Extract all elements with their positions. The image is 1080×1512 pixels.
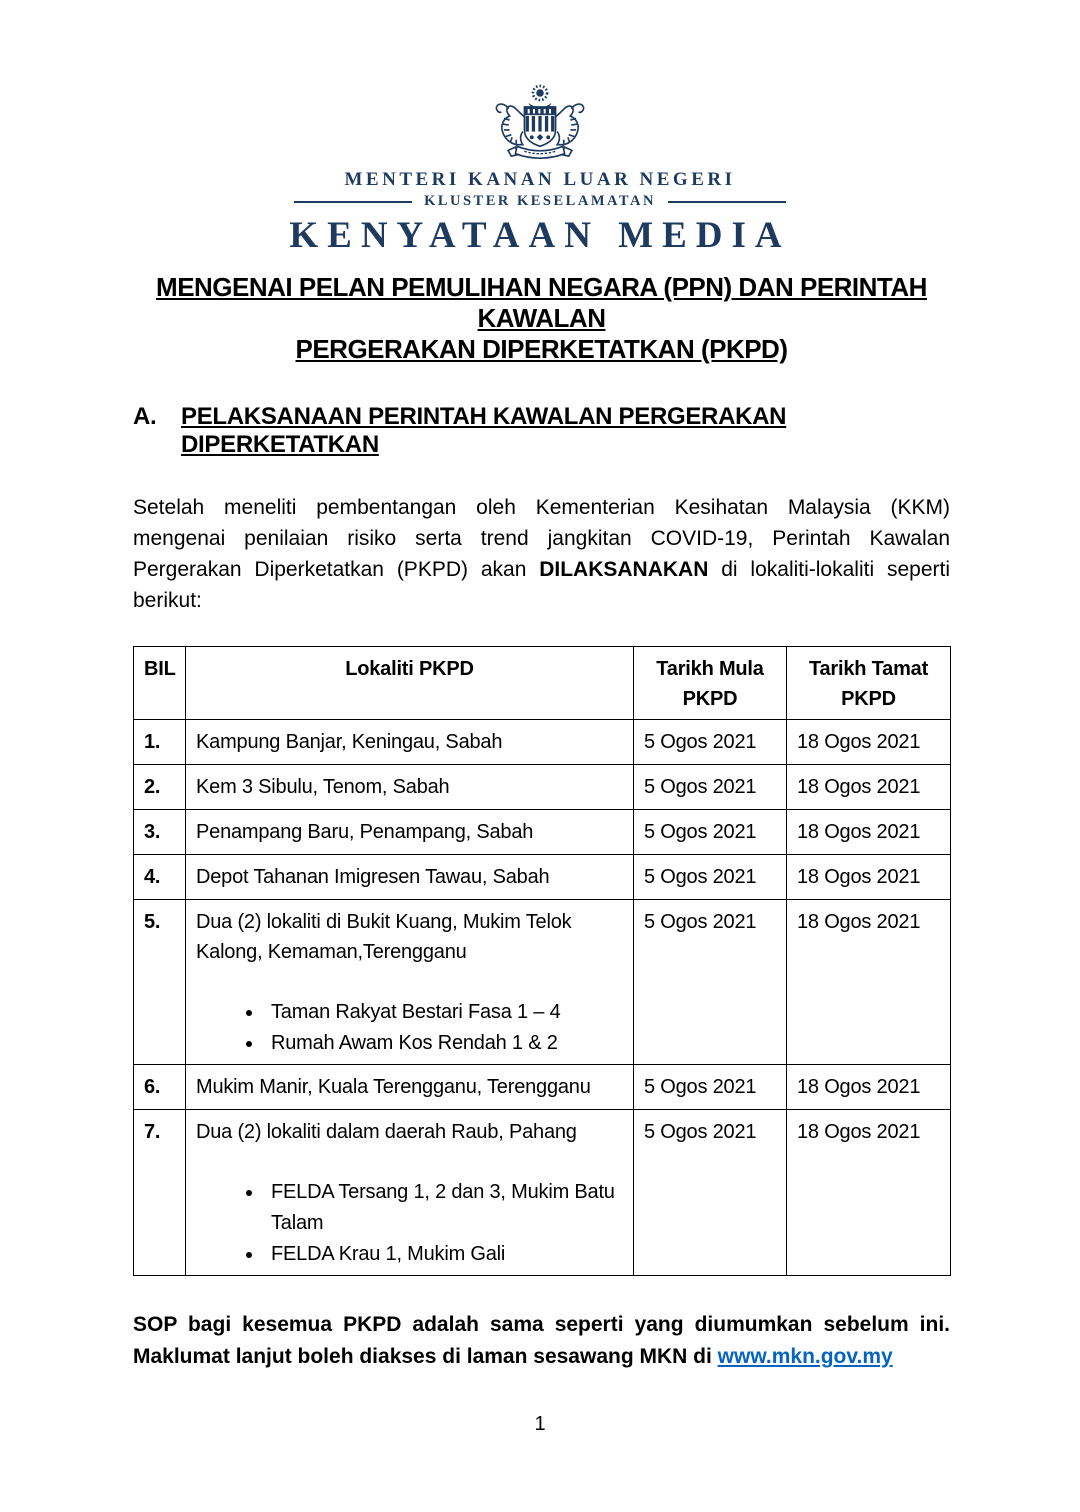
mkn-website-link[interactable]: www.mkn.gov.my	[717, 1345, 893, 1368]
pkpd-table	[133, 646, 951, 1276]
cell-tarikh-mula: 5 Ogos 2021	[634, 855, 787, 900]
table-row	[134, 1065, 951, 1110]
cell-tarikh-tamat: 18 Ogos 2021	[787, 720, 951, 765]
cell-lokaliti: Kampung Banjar, Keningau, Sabah	[186, 720, 634, 765]
main-title-line2: PERGERAKAN DIPERKETATKAN (PKPD)	[295, 334, 788, 364]
table-row	[134, 900, 951, 1065]
cell-tarikh-tamat: 18 Ogos 2021	[787, 765, 951, 810]
header-tarikh-tamat: Tarikh Tamat PKPD	[787, 647, 951, 720]
table-row	[134, 810, 951, 855]
bullet-item: • FELDA Krau 1, Mukim Gali	[264, 1239, 616, 1270]
intro-paragraph	[133, 492, 950, 616]
cell-tarikh-tamat: 18 Ogos 2021	[787, 1065, 951, 1110]
sop-note-text: SOP bagi kesemua PKPD adalah sama seperti yang diumumkan sebelum ini. Maklumat lanjut boleh diakses di laman sesawang MKN di	[133, 1313, 950, 1368]
cell-tarikh-tamat: 18 Ogos 2021	[787, 810, 951, 855]
sop-note	[133, 1309, 950, 1373]
lokaliti-bullet-list	[196, 997, 623, 1059]
section-a-label: A.	[133, 403, 157, 430]
cell-tarikh-tamat: 18 Ogos 2021	[787, 1110, 951, 1276]
org-cluster: KLUSTER KESELAMATAN	[424, 193, 656, 209]
bullet-item: • Taman Rakyat Bestari Fasa 1 – 4	[264, 997, 616, 1028]
cell-bil: 5.	[134, 900, 186, 1065]
table-row	[134, 1110, 951, 1276]
cell-lokaliti: Mukim Manir, Kuala Terengganu, Terengganu	[186, 1065, 634, 1110]
letterhead	[0, 0, 1080, 257]
malaysia-coat-of-arms-icon	[478, 84, 602, 166]
cell-lokaliti	[186, 1110, 634, 1276]
document-type-title: KENYATAAN MEDIA	[289, 215, 791, 256]
cell-tarikh-mula: 5 Ogos 2021	[634, 900, 787, 1065]
header-bil: BIL	[134, 647, 186, 720]
cell-bil: 1.	[134, 720, 186, 765]
table-row	[134, 765, 951, 810]
left-rule	[294, 201, 412, 203]
intro-part2: di lokaliti-lokaliti seperti berikut:	[133, 558, 950, 612]
bullet-item: • FELDA Tersang 1, 2 dan 3, Mukim Batu Talam	[264, 1177, 616, 1239]
cell-tarikh-tamat: 18 Ogos 2021	[787, 855, 951, 900]
document-body	[133, 272, 950, 1373]
table-header-row	[134, 647, 951, 720]
header-lokaliti: Lokaliti PKPD	[186, 647, 634, 720]
org-cluster-row	[0, 193, 1080, 210]
cell-lokaliti	[186, 900, 634, 1065]
cell-tarikh-mula: 5 Ogos 2021	[634, 765, 787, 810]
cell-tarikh-tamat: 18 Ogos 2021	[787, 900, 951, 1065]
cell-lokaliti: Kem 3 Sibulu, Tenom, Sabah	[186, 765, 634, 810]
page-number: 1	[534, 1413, 546, 1435]
intro-part1: Setelah meneliti pembentangan oleh Kementerian Kesihatan Malaysia (KKM) mengenai penilaian risiko serta trend jangkitan COVID-19, Perintah Kawalan Pergerakan Diperketatkan (PKPD) akan	[133, 496, 950, 581]
cell-lokaliti: Depot Tahanan Imigresen Tawau, Sabah	[186, 855, 634, 900]
table-row	[134, 855, 951, 900]
cell-bil: 4.	[134, 855, 186, 900]
table-row	[134, 720, 951, 765]
right-rule	[668, 201, 786, 203]
main-title	[133, 272, 950, 365]
cell-tarikh-mula: 5 Ogos 2021	[634, 1110, 787, 1276]
lokaliti-text: Dua (2) lokaliti dalam daerah Raub, Pahang	[196, 1121, 577, 1143]
cell-tarikh-mula: 5 Ogos 2021	[634, 810, 787, 855]
header-tarikh-mula: Tarikh Mula PKPD	[634, 647, 787, 720]
cell-bil: 3.	[134, 810, 186, 855]
section-a-text: PELAKSANAAN PERINTAH KAWALAN PERGERAKAN DIPERKETATKAN	[181, 403, 787, 458]
lokaliti-text: Dua (2) lokaliti di Bukit Kuang, Mukim Telok Kalong, Kemaman,Terengganu	[196, 911, 572, 963]
bullet-item: • Rumah Awam Kos Rendah 1 & 2	[264, 1028, 616, 1059]
lokaliti-bullet-list	[196, 1177, 623, 1270]
cell-bil: 7.	[134, 1110, 186, 1276]
section-a-heading	[133, 403, 950, 459]
intro-bold: DILAKSANAKAN	[539, 558, 709, 581]
cell-tarikh-mula: 5 Ogos 2021	[634, 720, 787, 765]
cell-lokaliti: Penampang Baru, Penampang, Sabah	[186, 810, 634, 855]
cell-bil: 2.	[134, 765, 186, 810]
cell-tarikh-mula: 5 Ogos 2021	[634, 1065, 787, 1110]
cell-bil: 6.	[134, 1065, 186, 1110]
main-title-line1: MENGENAI PELAN PEMULIHAN NEGARA (PPN) DAN PERINTAH KAWALAN	[156, 272, 927, 333]
org-name: MENTERI KANAN LUAR NEGERI	[344, 169, 736, 190]
